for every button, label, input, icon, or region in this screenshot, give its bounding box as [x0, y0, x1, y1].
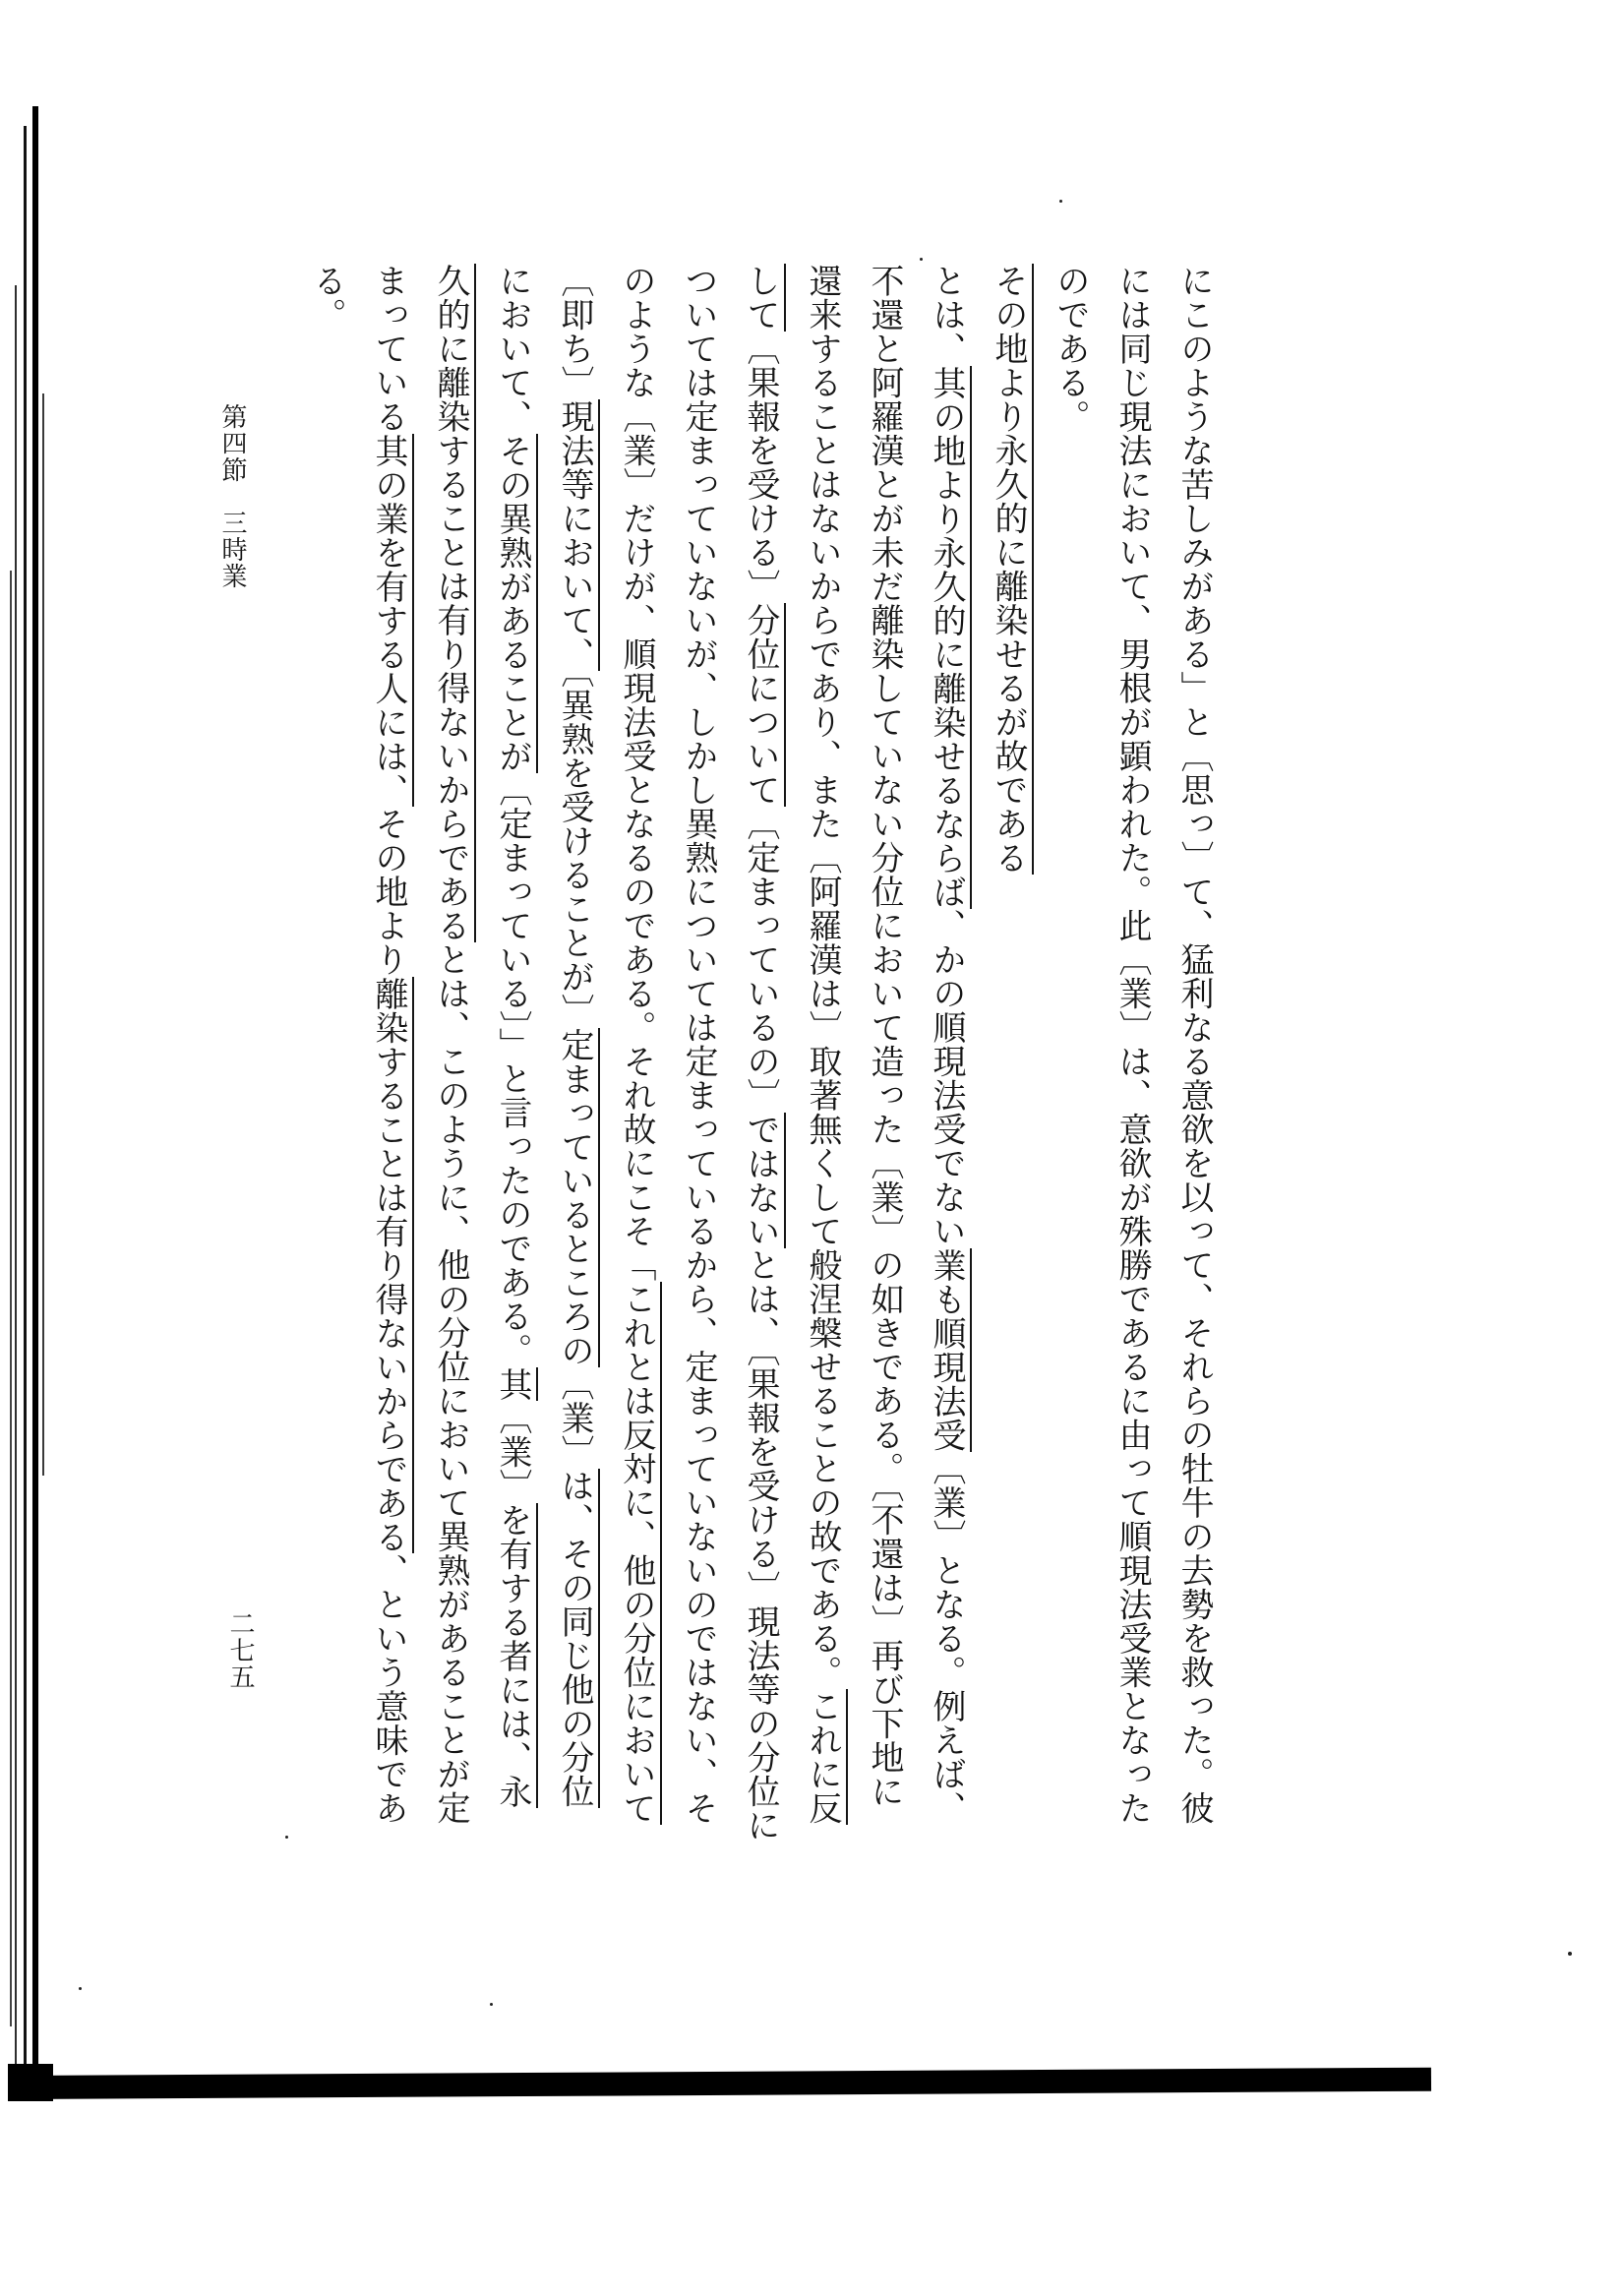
text-segment: 〔業〕	[493, 1401, 532, 1503]
lemma-emphasis-segment: 離染することは有り得ないからである	[369, 977, 414, 1554]
text-segment: 、かの順現法受でない	[927, 908, 966, 1248]
lemma-emphasis-segment: して	[741, 264, 786, 332]
scan-speck	[920, 258, 923, 261]
text-column	[419, 264, 481, 1889]
text-column	[853, 264, 915, 1889]
text-segment: には同じ現法において、男根が顕われた。此〔業〕は、意欲が殊勝であるに由って順現法受業となった	[1113, 264, 1152, 1825]
text-column	[915, 264, 977, 1889]
text-column	[543, 264, 605, 1889]
lemma-emphasis-segment: その地より永久的に離染せるが故である	[989, 264, 1034, 875]
lemma-emphasis-segment: ではない	[741, 1113, 786, 1248]
lemma-emphasis-segment: 其の地より永久的に離染せるならば	[927, 366, 972, 909]
text-segment: 〔異熟を受けることが〕	[555, 671, 594, 1028]
lemma-emphasis-segment: 其	[493, 1367, 538, 1402]
text-segment: 不還と阿羅漢とが未だ離染していない分位において造った〔業〕の如きである。〔不還は〕再び下地に	[865, 264, 904, 1808]
scan-artifact-bar	[18, 2068, 1431, 2099]
text-column	[791, 264, 853, 1889]
text-segment: にこのような苦しみがある」と〔思っ〕て、猛利なる意欲を以って、それらの牡牛の去勢を救った。彼	[1174, 264, 1214, 1825]
scan-artifact-gutter-line	[10, 571, 12, 2026]
text-segment: とは、〔果報を受ける〕現法等の分位に	[741, 1247, 780, 1843]
lemma-emphasis-segment: これとは反対に、他の分位において	[617, 1282, 662, 1825]
lemma-emphasis-segment: 久的に離染することは有り得ないからである	[431, 264, 476, 942]
text-segment: のである。	[1051, 264, 1090, 434]
text-segment: る。	[307, 264, 346, 332]
text-segment: 〔定まっている〕」と言ったのである。	[493, 772, 532, 1367]
page-number: 二七五	[225, 1610, 255, 1690]
lemma-emphasis-segment: これに反	[803, 1689, 848, 1825]
lemma-emphasis-segment: その異熟があることが	[493, 434, 538, 773]
text-segment: 〔即ち〕	[555, 264, 594, 399]
scan-artifact-gutter-line	[24, 126, 27, 2095]
scan-artifact-gutter-line	[15, 285, 17, 2071]
text-segment: とは、	[927, 264, 966, 366]
scan-speck	[490, 2003, 493, 2006]
text-segment: 、という意味であ	[369, 1553, 408, 1825]
text-segment: まっている	[369, 264, 408, 434]
lemma-emphasis-segment: 業も順現法受	[927, 1248, 972, 1452]
text-segment: において、	[493, 264, 532, 434]
text-segment: のような〔業〕だけが、順現法受となるのである。それ故にこそ「	[617, 264, 656, 1282]
text-segment: 〔業〕となる。例えば、	[927, 1451, 966, 1825]
text-segment: その地より	[369, 807, 408, 977]
scan-artifact-gutter-line	[42, 393, 44, 1476]
text-column	[357, 264, 419, 1889]
text-segment: ついては定まっていないが、しかし異熟については定まっているから、定まっていないのではない、そ	[679, 264, 718, 1825]
scan-artifact-gutter-line	[32, 106, 38, 2101]
text-segment: 〔定まっているの〕	[741, 807, 780, 1113]
text-column	[1163, 264, 1225, 1889]
text-column	[1101, 264, 1163, 1889]
section-header: 第四節 三時業	[217, 403, 247, 589]
body-text-block	[295, 264, 1225, 1889]
scan-speck	[79, 1987, 82, 1990]
text-segment: とは、このように、他の分位において異熟があることが定	[431, 942, 470, 1825]
text-column	[605, 264, 667, 1889]
text-segment: 還来することはないからであり、また〔阿羅漢は〕取著無くして般涅槃せることの故である。	[803, 264, 842, 1689]
lemma-emphasis-segment: を有する者には、永	[493, 1503, 538, 1809]
text-column	[729, 264, 791, 1889]
text-column	[295, 264, 357, 1889]
lemma-emphasis-segment: 定まっているところの	[555, 1028, 600, 1367]
scan-speck	[285, 1836, 288, 1839]
text-column	[977, 264, 1039, 1889]
scan-speck	[1568, 1952, 1572, 1956]
scan-artifact-blob	[8, 2064, 53, 2101]
text-column	[481, 264, 543, 1889]
text-segment: 〔果報を受ける〕	[741, 332, 780, 603]
lemma-emphasis-segment: 現法等において、	[555, 399, 600, 671]
text-column	[1039, 264, 1101, 1889]
lemma-emphasis-segment: は、その同じ他の分位	[555, 1469, 600, 1808]
lemma-emphasis-segment: 其の業を有する人には、	[369, 434, 414, 808]
lemma-emphasis-segment: 分位について	[741, 603, 786, 807]
scan-speck	[1059, 200, 1062, 203]
text-column	[667, 264, 729, 1889]
text-segment: 〔業〕	[555, 1366, 594, 1469]
